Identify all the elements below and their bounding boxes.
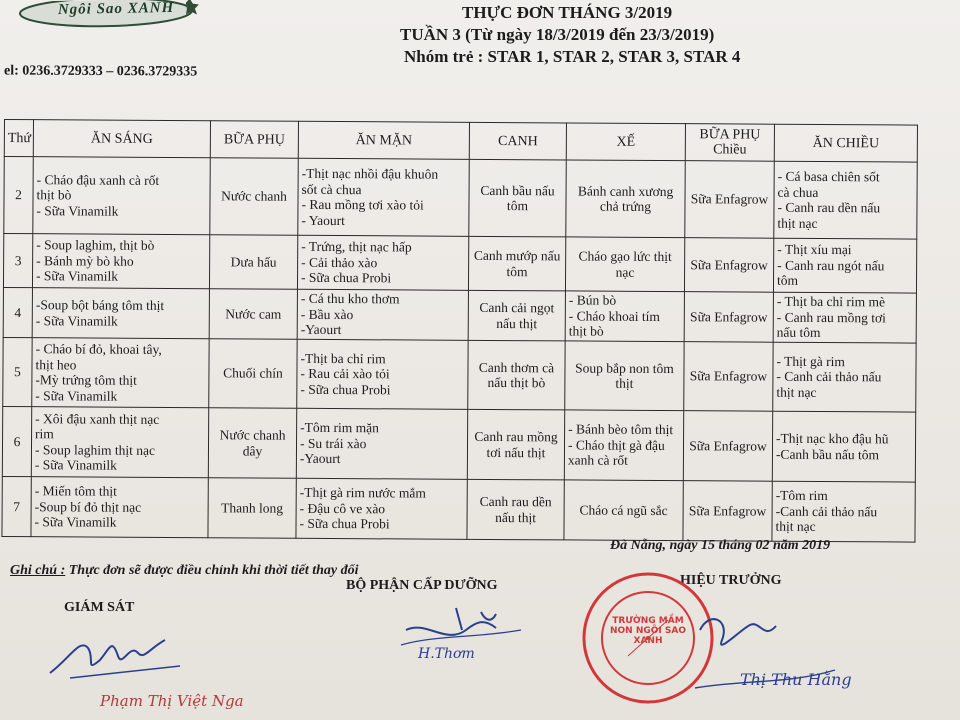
table-row [3, 234, 916, 294]
kitchen-name: H.Thơm [418, 646, 475, 662]
cell-day: 3 [3, 234, 32, 288]
cell-line: thịt heo [35, 356, 77, 372]
cell-line: - Cháo bí đỏ, khoai tây, [35, 341, 162, 357]
cell-line: - Rau cải xào tỏi [300, 366, 390, 382]
cell-line: - Sữa Vinamilk [35, 387, 118, 404]
cell-line: - Bánh mỳ bò kho [36, 252, 134, 269]
cell-line: - Rau mồng tơi xào tỏi [301, 196, 424, 213]
header-day: Thứ [4, 120, 33, 157]
cell-day: 4 [3, 287, 32, 337]
table-row [2, 406, 915, 482]
cell-breakfast [31, 477, 208, 538]
logo-text: Ngôi Sao XANH [57, 0, 175, 18]
cell-snack: Chuối chín [209, 339, 297, 409]
cell-line: thịt bò [36, 187, 72, 203]
cell-line: nấu tôm [776, 324, 821, 341]
principal-name: Thị Thu Hằng [740, 670, 852, 689]
cell-main [298, 158, 469, 236]
cell-line: - Sữa chua Probi [299, 516, 390, 532]
cell-xe: Cháo gạo lức thịt nạc [565, 237, 684, 292]
cell-line: - Sữa Vinamilk [36, 202, 119, 219]
cell-breakfast [32, 338, 209, 408]
cell-line: - Miến tôm thịt [34, 483, 117, 499]
cell-line: - Trứng, thịt nạc hấp [301, 239, 412, 255]
cell-line: -Tôm rim mặn [300, 420, 379, 436]
cell-line: -Yaourt [300, 322, 342, 338]
cell-line: - Yaourt [301, 212, 345, 228]
cell-main [297, 235, 468, 290]
cell-line: -Soup bí đỏ thịt nạc [34, 498, 142, 515]
cell-day: 7 [2, 476, 31, 536]
header-snack: BỮA PHỤ [210, 121, 298, 159]
cell-line: -Thịt ba chỉ rim [300, 350, 386, 367]
header-soup: CANH [469, 122, 566, 160]
note-label: Ghi chú : [10, 563, 66, 578]
stamp-text: TRƯỜNG MẦM NON NGÔI SAO XANH [610, 616, 686, 646]
cell-dinner [774, 161, 917, 239]
cell-xe: Cháo cá ngũ sắc [564, 480, 683, 541]
cell-dinner [773, 292, 916, 343]
cell-soup: Canh rau dền nấu thịt [467, 479, 564, 540]
cell-line: - Canh rau ngót nấu [777, 257, 885, 274]
cell-dinner [772, 481, 915, 542]
cell-dinner [773, 238, 916, 293]
cell-line: thịt nạc [775, 518, 816, 535]
table-row [4, 157, 917, 240]
cell-main [297, 339, 468, 409]
header-xe: XẾ [566, 123, 685, 161]
cell-soup: Canh bầu nấu tôm [469, 159, 566, 237]
cell-line: - Cải thảo xào [301, 254, 378, 271]
table-row [3, 287, 916, 343]
cell-pm-snack: Sữa Enfagrow [684, 342, 773, 412]
cell-xe: - Bún bò - Cháo khoai tím thịt bò [565, 291, 684, 342]
cell-line: - Cá basa chiên sốt [777, 168, 880, 185]
header-main: ĂN MẶN [298, 121, 469, 159]
cell-line: tôm [776, 272, 799, 289]
table-header-row [4, 120, 917, 163]
note [10, 563, 359, 579]
cell-line: -Thịt gà rim nước mắm [299, 485, 426, 501]
issue-date: Đà Nẵng, ngày 15 tháng 02 năm 2019 [610, 538, 831, 553]
title-block [400, 2, 820, 68]
cell-line: - Sữa chua Probi [300, 381, 391, 398]
cell-line: - Canh rau dền nấu [777, 199, 881, 216]
cell-day: 2 [4, 157, 33, 234]
cell-line: thịt nạc [776, 384, 817, 400]
cell-line: -Yaourt [299, 451, 341, 467]
cell-line: - Sữa Vinamilk [35, 312, 118, 329]
cell-pm-snack: Sữa Enfagrow [684, 238, 773, 293]
principal-signature [690, 600, 850, 710]
cell-breakfast [32, 234, 209, 289]
cell-soup: Canh rau mồng tơi nấu thịt [467, 409, 564, 480]
cell-line: - Sữa Vinamilk [34, 514, 117, 530]
cell-snack: Dưa hấu [209, 235, 297, 290]
cell-line: -Thịt nạc kho đậu hũ [776, 430, 889, 447]
cell-line: - Sữa Vinamilk [35, 268, 119, 284]
cell-breakfast [33, 157, 210, 235]
cell-line: - Sữa chua Probi [300, 270, 392, 286]
cell-line: rim [35, 426, 54, 442]
cell-main [296, 478, 467, 539]
menu-table [1, 119, 918, 543]
cell-line: -Soup bột báng tôm thịt [35, 297, 165, 313]
kitchen-title: BỘ PHẬN CẤP DƯỠNG [346, 578, 498, 593]
header-dinner: ĂN CHIỀU [774, 124, 917, 162]
cell-line: cà chua [777, 184, 819, 200]
cell-dinner [772, 411, 915, 482]
cell-line: - Cá thu kho thơm [300, 291, 400, 307]
cell-line: -Thịt nạc nhồi đậu khuôn [301, 165, 439, 182]
cell-line: -Canh bầu nấu tôm [775, 446, 880, 462]
week-range: TUẦN 3 (Từ ngày 18/3/2019 đến 23/3/2019) [400, 25, 715, 44]
cell-line: -Canh cải thảo nấu [775, 503, 878, 520]
cell-dinner [773, 342, 916, 412]
supervisor-signature [40, 618, 200, 688]
cell-pm-snack: Sữa Enfagrow [683, 481, 772, 542]
cell-line: - Soup laghim thịt nạc [34, 441, 156, 458]
cell-line: - Thịt xíu mại [777, 241, 852, 258]
cell-xe: Bánh canh xương chả trứng [566, 160, 685, 238]
table-row [3, 337, 916, 412]
cell-line: - Canh cải thảo nấu [776, 368, 882, 385]
cell-day: 6 [2, 406, 31, 476]
child-group: Nhóm trẻ : STAR 1, STAR 2, STAR 3, STAR 4 [404, 47, 741, 66]
cell-snack: Nước chanh dây [208, 408, 296, 479]
menu-title: THỰC ĐƠN THÁNG 3/2019 [462, 3, 673, 22]
cell-line: - Thịt ba chỉ rim mè [776, 293, 886, 310]
cell-line: - Bầu xào [300, 306, 354, 322]
cell-soup: Canh mướp nấu tôm [468, 236, 565, 291]
school-logo [18, 0, 208, 32]
cell-day: 5 [3, 337, 32, 406]
cell-xe: - Bánh bèo tôm thịt - Cháo thịt gà đậu xanh cà rốt [564, 410, 683, 481]
cell-snack: Nước cam [209, 289, 297, 340]
phone-numbers: el: 0236.3729333 – 0236.3729335 [3, 63, 198, 80]
cell-main [297, 289, 468, 340]
cell-pm-snack: Sữa Enfagrow [684, 292, 773, 343]
supervisor-name: Phạm Thị Việt Nga [100, 692, 244, 710]
cell-pm-snack: Sữa Enfagrow [683, 411, 772, 482]
cell-main [296, 408, 467, 479]
cell-snack: Nước chanh [210, 158, 298, 236]
cell-line: - Cháo đậu xanh cà rốt [36, 171, 160, 188]
cell-line: thịt nạc [777, 215, 818, 231]
cell-breakfast [32, 288, 209, 339]
principal-title: HIỆU TRƯỞNG [680, 573, 782, 588]
cell-pm-snack: Sữa Enfagrow [685, 161, 774, 239]
cell-line: - Thịt gà rim [776, 353, 845, 369]
cell-line: sốt cà chua [301, 181, 362, 197]
cell-line: - Đậu cô ve xào [299, 500, 386, 517]
cell-soup: Canh cải ngọt nấu thịt [468, 290, 565, 341]
header-breakfast: ĂN SÁNG [33, 120, 210, 158]
cell-line: - Xôi đậu xanh thịt nạc [35, 410, 160, 427]
cell-line: -Tôm rim [775, 487, 828, 504]
note-text: Thực đơn sẽ được điều chỉnh khi thời tiết thay đổi [65, 563, 359, 578]
cell-snack: Thanh long [208, 478, 296, 539]
cell-line: - Sữa Vinamilk [34, 457, 117, 473]
header-pm-snack: BỮA PHỤ Chiều [685, 124, 774, 162]
cell-line: - Soup laghim, thịt bò [36, 237, 155, 254]
table-row [2, 476, 915, 542]
cell-line: - Su trái xào [299, 435, 367, 451]
cell-soup: Canh thơm cà nấu thịt bò [468, 340, 565, 410]
cell-xe: Soup bắp non tôm thịt [565, 341, 684, 411]
cell-line: -Mỳ trứng tôm thịt [35, 372, 137, 388]
cell-line: - Canh rau mồng tơi [776, 309, 886, 326]
supervisor-title: GIÁM SÁT [64, 600, 135, 615]
cell-breakfast [31, 407, 208, 478]
